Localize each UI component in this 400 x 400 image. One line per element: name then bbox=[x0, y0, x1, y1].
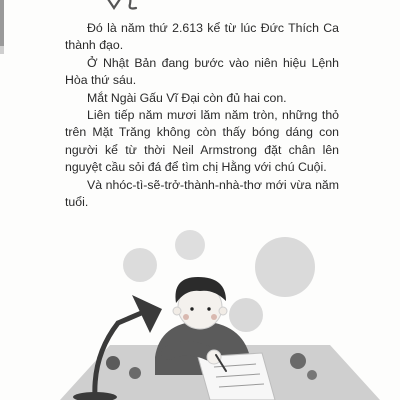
paragraph-2: Ở Nhật Bản đang bước vào niên hiệu Lệnh Hòa thứ sáu. bbox=[65, 55, 339, 88]
paragraph-3: Mắt Ngài Gấu Vĩ Đại còn đủ hai con. bbox=[87, 90, 287, 105]
page-edge-strip bbox=[0, 0, 4, 46]
child-writing-illustration-icon bbox=[0, 225, 400, 400]
page-edge-strip-light bbox=[0, 46, 4, 54]
paragraph-1: Đó là năm thứ 2.613 kể từ lúc Đức Thích Ca thành đạo. bbox=[65, 21, 339, 53]
chapter-text bbox=[65, 20, 339, 211]
paragraph-5: Và nhóc-tì-sẽ-trở-thành-nhà-thơ mới vừa năm tuổi. bbox=[65, 177, 339, 210]
chapter-ornament-icon bbox=[100, 0, 140, 16]
paragraph-4: Liên tiếp năm mươi lăm năm tròn, những thỏ trên Mặt Trăng không còn thấy bóng dáng con người kể từ thời Neil Armstrong đặt chân lên nguyệt cầu sỏi đá để tìm chị Hằng với chú Cuội. bbox=[65, 108, 339, 175]
